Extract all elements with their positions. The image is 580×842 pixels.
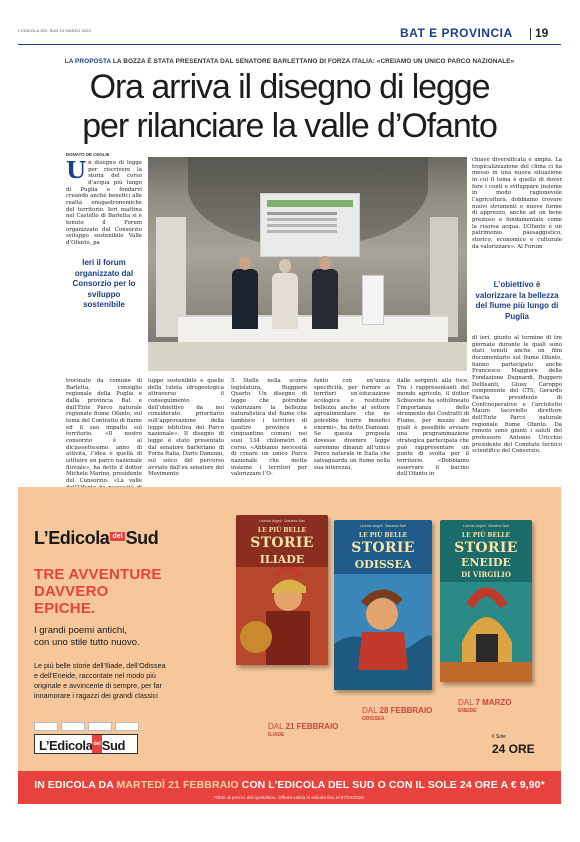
ad-body-line-3: originale e avvincente di sempre, per far [34,681,162,690]
ad-brand-a: L’Edicola [34,528,110,548]
ad-body [34,661,165,701]
release-date-label: ODISSEA [362,716,385,722]
release-date-day: 28 FEBBRAIO [379,706,433,715]
article-column-4: fanto con un’unica specificità, per fornire ai territori un’educazione ecologica e restituire bellezza anche al settore agroalimentare che ne potrebbe trarre benefici enormi», ha detto Damiani. Se questa proposta dovesse divenire legge saremmo dinanzi all’unico Parco naturale in Italia che salvaguarda un fiume nella sua interezza, [314,378,390,471]
person-left-head [239,256,251,270]
kicker-lead: LA PROPOSTA [64,58,111,65]
headline [18,68,561,146]
body-text: n disegno di legge per riscrivere la storia del corso d’acqua più lungo di Puglia e fondarvi creando anche benefici alle realtà enogastronomiche del territorio. Ieri mattina nel Castello di Barletta si è tenuto il Forum organizzato dal Consorzio sviluppo sostenibile Valle d’Ofanto, pa [66,160,142,246]
ad-headline [34,566,162,617]
release-date-iliade [268,722,338,740]
ad-subtitle [34,625,140,649]
release-date-label: ILIADE [268,732,285,738]
book-eneide [440,520,532,682]
release-date-pre: DAL [458,698,474,707]
release-date-day: 21 FEBBRAIO [285,722,339,731]
ad-cta [18,779,561,791]
sole-logo: 24 ORE [492,742,535,756]
chairs-row [148,342,467,371]
book-word: STORIE [250,535,314,551]
book-prefix: LE PIÙ BELLE [461,532,511,539]
article-column-6-bottom: di ieri, giunto al termine di tre giornate durante le quali sono stati tenuti anche un film documentario sul fiume Ofanto, hanno partecipato anche Francesco Maggiore della Fondazione Dagnardi, Ruggero Dellisanti, Giusy Caroppo componente del CTS, Gerardo Fascia presidente di Confcooperative e l’architetto Mauro Iacoviello direttore dell’Ente Parco naturale regionale fiume Ofanto. Da remoto sono giunti i saluti del professore Antonio Uricchio presidente del Comitato tecnico scientifico del Consorzio. [472,335,562,455]
release-date-odissea [362,706,432,724]
book-title: ENEIDE [461,556,511,569]
ad-subtitle-line-2: con uno stile tutto nuovo. [34,637,140,648]
page-number: 19 [535,26,549,40]
release-date-label: ENEIDE [458,708,477,714]
pull-quote-left: Ieri il forum organizzato dal Consorzio per lo sviluppo sostenibile [72,258,136,309]
ad-fine-print: *Oltre al prezzo del quotidiano. Offerta valida in edicola fino al 07/04/2023. [213,795,366,800]
sailor-illustration-icon [334,574,432,690]
drop-cap: U [66,157,87,184]
article-column-6-top: chiave diversificata e ampia. La tropicalizzazione del clima ci ha messo in una nuova situazione in cui il tema è quello di dover fare i conti e sviluppare insieme in modo ragionevole l’agricoltura, dobbiamo trovare nuovi strumenti e nuove forme di apprezzo, anche ad un bene prezioso e fondamentale come la risorsa acqua. L’Ofanto è un patrimonio paesaggistico, storico, economico e culturale da valorizzare». Al Forum [472,157,562,250]
book-odissea [334,520,432,690]
headline-line-2: per rilanciare la valle d’Ofanto [82,107,497,145]
release-date-day: 7 MARZO [475,698,512,707]
person-right-head [319,256,331,270]
book-authors: Lorenzo Angeli · Massimo Nari [462,524,510,528]
kicker [18,58,561,65]
ad-brand-box-a: L’Edicola [39,738,93,753]
ad-brand-box-b: Sud [101,738,126,753]
book-authors: Lorenzo Angeli · Massimo Nari [258,519,306,523]
projector-screen [260,193,360,257]
ad-body-line-2: e dell’Eneide, raccontate nel modo più [34,671,156,680]
book-title: ILIADE [259,553,305,566]
header-rule [18,44,561,45]
byline: DONATO DE CEGLIE [66,152,110,157]
sole-logo-small: Il Sole [492,734,506,740]
ad-subtitle-line-1: I grandi poemi antichi, [34,625,127,636]
ad-brand-b: Sud [125,528,159,548]
ad-body-line-4: innamorare i ragazzi dei grandi classici [34,691,158,700]
warrior-illustration-icon [236,567,328,665]
book-title-sub: DI VIRGILIO [461,570,511,579]
book-title: ODISSEA [354,558,412,571]
forum-photo [148,157,467,371]
book-iliade [236,515,328,665]
article-column-2: luppo sostenibile e quelle della tutela idrogeologica attraverso il conseguimento dell’obiettivo da noi considerato prioritario sull’approvazione della legge istitutiva del Parco nazionale». Il disegno di legge è stato presentato dal senatore barlettano di Forza Italia, Dario Damiani, sul solco del percorso avviato dall’ex senatore del Movimento [148,378,224,478]
person-right [312,269,338,329]
book-prefix: LE PIÙ BELLE [257,527,307,534]
person-center [272,273,298,329]
book-prefix: LE PIÙ BELLE [358,532,408,539]
article-column-3: 5 Stelle nella scorsa legislatura, Ruggiero Quarto. Un disegno di legge che potrebbe valorizzare la bellezza naturalistica del fiume che lambisce i territori di quattro province e cinquantino comuni nei suoi 134 chilometri di corso. «Abbiamo necessità di creare un unico Parco nazionale che metta insieme i territori per valorizzare l’O- [231,378,307,478]
person-left [232,269,258,329]
partner-logo [34,722,58,731]
page-separator [530,28,531,40]
book-word: STORIE [454,540,518,556]
release-date-pre: DAL [268,722,284,731]
ad-headline-line-1: TRE AVVENTURE [34,566,162,583]
ad-brand-del: del [112,533,123,540]
person-center-head [279,259,291,273]
ad-cta-b: CON L'EDICOLA DEL SUD O CON IL SOLE 24 ORE A € 9,90* [241,779,545,791]
helmet-illustration-icon [440,582,532,682]
kicker-rest: LA BOZZA È STATA PRESENTATA DAL SENATORE BARLETTANO DI FORZA ITALIA: «CREIAMO UN UNICO PARCO NAZIONALE» [112,58,515,65]
ad-body-line-1: Le più belle storie dell’Iliade, dell’Odissea [34,661,166,670]
headline-line-1: Ora arriva il disegno di legge [89,68,490,106]
ad-cta-highlight: MARTEDÌ 21 FEBBRAIO [116,779,239,791]
partner-logo [88,722,112,731]
book-authors: Lorenzo Angeli · Massimo Nari [359,524,407,528]
article-column-1-top [66,157,142,252]
ad-brand-box [34,734,138,754]
ad-brand-box-del: del [92,735,101,753]
masthead: L'EDICOLA DEL SUD 19 MARZO 2023 [18,28,91,33]
article-column-5: dalle sorgenti alla foce. Tra i rappresentanti del mondo agricolo, il dottor Schiavone ha sottolineato l’importanza dello strumento dei Contratti di Fiume, per mezzo dei quali è possibile avviare una programmazione strategica partecipata che può rappresentare un punto di svolta per il territorio. «Dobbiamo osservare il bacino dell’Ofanto in [397,378,469,478]
book-word: STORIE [351,540,415,556]
ad-headline-line-2: DAVVERO [34,583,109,600]
ad-cta-a: IN EDICOLA DA [34,779,114,791]
screen-band [267,200,353,207]
release-date-eneide [458,698,512,716]
partner-logo [115,722,139,731]
ad-headline-line-3: EPICHE. [34,600,96,617]
lectern [362,275,384,325]
partner-logo [61,722,85,731]
pull-quote-right: L’obiettivo è valorizzare la bellezza del fiume più lungo di Puglia [475,280,559,321]
article-column-1-bottom: trocinato da comune di Barletta, consiglio regionale della Puglia e dalla provincia Bat e dall’Ente Parco naturale regionale fiume Ofanto, sul tema del Contratto di fiume ed il suo impatto sul territorio. «Il nostro consorzio è al diciassettesimo anno di attività, l’idea è quella di istituire un parco nazionale fluviale», ha detto il dottor Michele Marino, presidente del Consorzio. «La valle [66,378,142,484]
release-date-pre: DAL [362,706,378,715]
section-title: BAT E PROVINCIA [400,26,513,40]
ad-brand-logo [34,528,158,549]
screen-text [267,212,337,215]
